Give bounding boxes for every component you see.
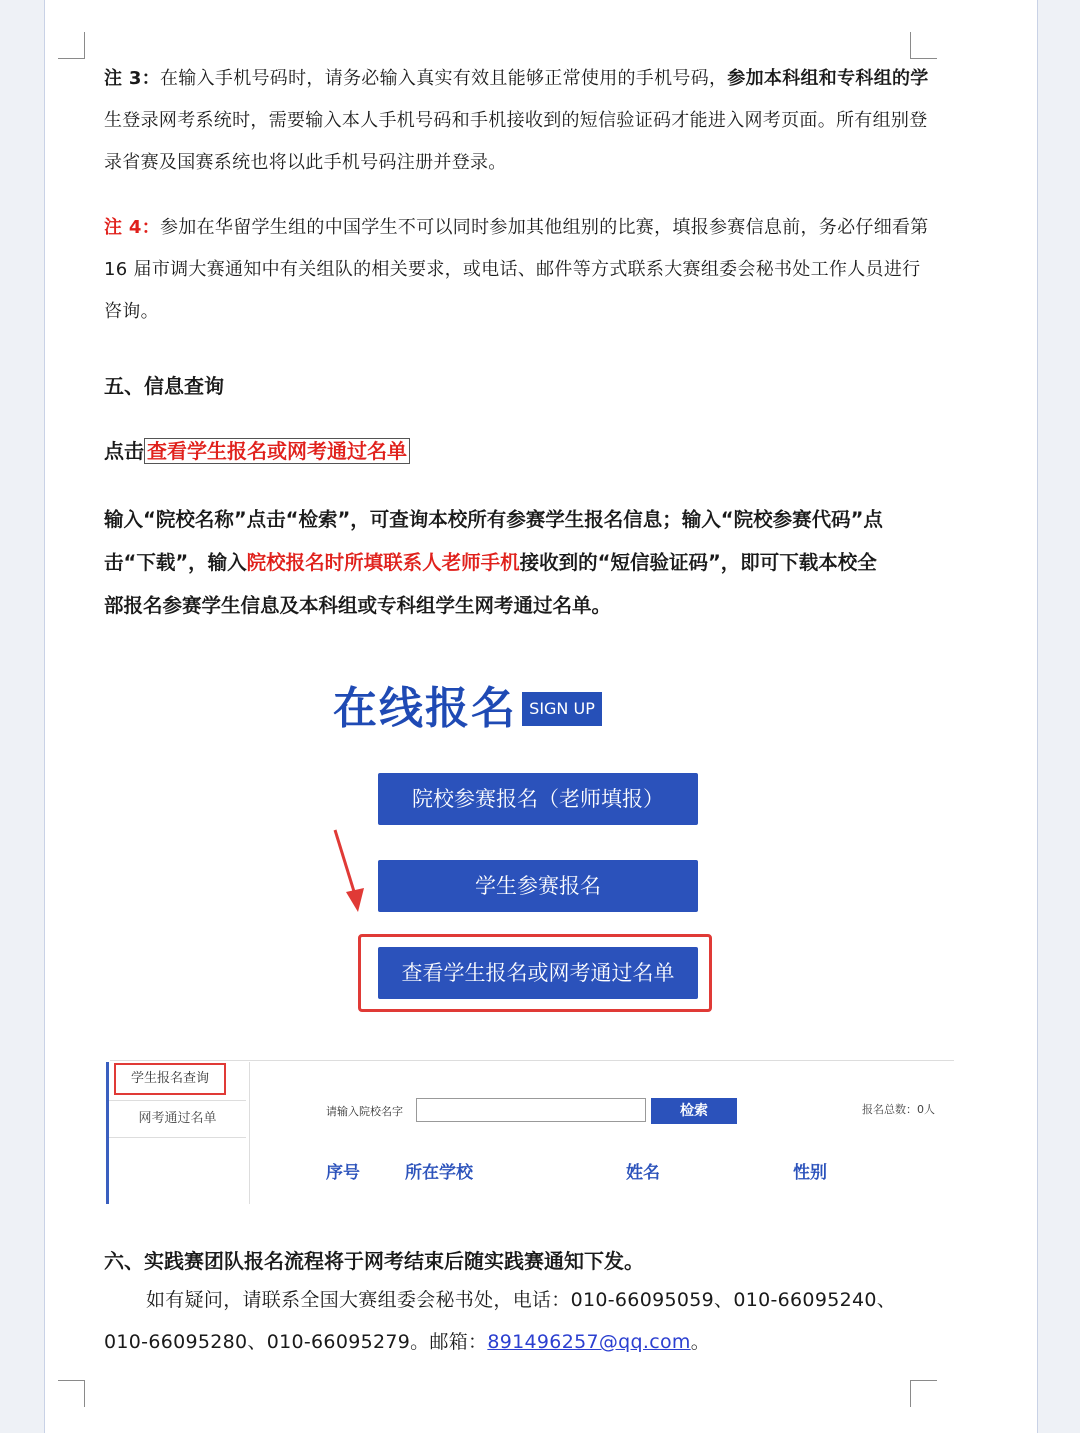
- click-instruction: [104, 435, 410, 464]
- view-list-button[interactable]: 查看学生报名或网考通过名单: [378, 947, 698, 999]
- note4-line1: 参加在华留学生组的中国学生不可以同时参加其他组别的比赛，填报参赛信息前，务必仔细看第: [160, 217, 929, 238]
- note3-paragraph: [104, 58, 956, 184]
- note4-line2: 16 届市调大赛通知中有关组队的相关要求，或电话、邮件等方式联系大赛组委会秘书处工作人员进行: [104, 259, 921, 280]
- signup-title: 在线报名: [333, 683, 517, 734]
- crop-mark-bottom-right: [910, 1380, 937, 1407]
- crop-mark-top-right: [910, 32, 937, 59]
- note3-label: 注 3：: [104, 68, 160, 89]
- signup-badge: SIGN UP: [522, 692, 602, 726]
- section6-heading: 六、实践赛团队报名流程将于网考结束后随实践赛通知下发。: [104, 1249, 644, 1273]
- email-link[interactable]: 891496257@qq.com: [487, 1331, 691, 1353]
- note4-paragraph: [104, 207, 956, 333]
- section5-paragraph: [104, 498, 956, 627]
- query-list-link[interactable]: 查看学生报名或网考通过名单: [144, 438, 410, 464]
- search-button[interactable]: 检索: [651, 1098, 737, 1124]
- note3-line3: 录省赛及国赛系统也将以此手机号码注册并登录。: [104, 152, 507, 173]
- column-header: 性别: [793, 1163, 827, 1183]
- tab-student-query[interactable]: 学生报名查询: [114, 1063, 226, 1095]
- note4-line3: 咨询。: [104, 301, 159, 322]
- section5-line3: 部报名参赛学生信息及本科组或专科组学生网考通过名单。: [104, 594, 612, 617]
- section5-line2a: 击“下载”，输入: [104, 551, 247, 574]
- crop-mark-bottom-left: [58, 1380, 85, 1407]
- school-signup-button[interactable]: 院校参赛报名（老师填报）: [378, 773, 698, 825]
- section5-heading: 五、信息查询: [104, 374, 224, 398]
- contact-paragraph: [104, 1279, 956, 1363]
- student-signup-button[interactable]: 学生参赛报名: [378, 860, 698, 912]
- contact-line1: 如有疑问，请联系全国大赛组委会秘书处，电话：010-66095059、010-66095240、: [146, 1289, 897, 1311]
- column-header: 所在学校: [405, 1163, 473, 1183]
- note3-line1: 在输入手机号码时，请务必输入真实有效且能够正常使用的手机号码，: [160, 68, 728, 89]
- section5-line2-red: 院校报名时所填联系人老师手机: [246, 551, 520, 574]
- note3-line2: 生登录网考系统时，需要输入本人手机号码和手机接收到的短信验证码才能进入网考页面。所有组别登: [104, 110, 928, 131]
- note3-line1b: 参加本科组和专科组的学: [727, 68, 929, 89]
- contact-end: 。: [690, 1331, 711, 1353]
- note4-label: 注 4：: [104, 217, 160, 238]
- tab-exam-pass-list[interactable]: 网考通过名单: [109, 1100, 246, 1138]
- school-name-input[interactable]: [416, 1098, 646, 1122]
- section5-line2b: 接收到的“短信验证码”，即可下载本校全: [519, 551, 877, 574]
- section5-line1: 输入“院校名称”点击“检索”，可查询本校所有参赛学生报名信息；输入“院校参赛代码”点: [104, 508, 883, 531]
- contact-line2: 010-66095280、010-66095279。邮箱：: [104, 1331, 488, 1353]
- total-count: 报名总数：0人: [862, 1103, 935, 1116]
- click-prefix: 点击: [104, 439, 144, 463]
- school-input-label: 请输入院校名字: [326, 1105, 403, 1118]
- red-arrow-icon: [330, 826, 370, 916]
- column-header: 姓名: [626, 1163, 660, 1183]
- column-header: 序号: [326, 1163, 360, 1183]
- crop-mark-top-left: [58, 32, 85, 59]
- query-panel-topline: [110, 1060, 954, 1061]
